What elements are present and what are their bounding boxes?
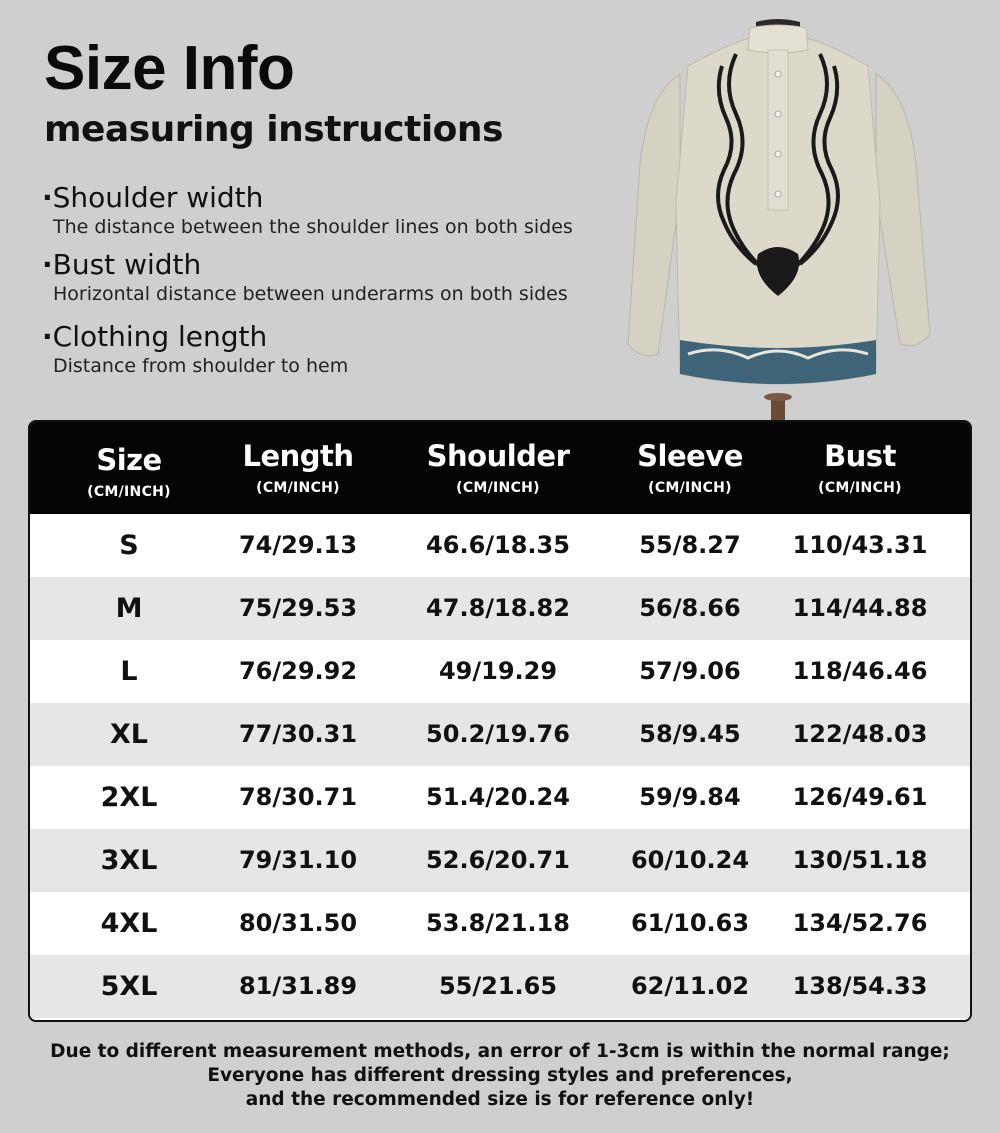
shirt-image [618,14,938,424]
header-label: Shoulder [426,439,570,473]
cell-length: 77/30.31 [238,720,358,748]
header-unit: (CM/INCH) [456,480,540,496]
instruction-name: Clothing length [52,320,268,353]
cell-sleeve: 58/9.45 [639,720,741,748]
instruction-name: Bust width [52,248,202,281]
cell-shoulder: 55/21.65 [438,972,558,1000]
disclaimer-line: Everyone has different dressing styles and preferences, [207,1065,793,1086]
cell-shoulder: 51.4/20.24 [426,783,570,811]
cell-size: M [115,593,143,624]
table-row [30,514,970,577]
cell-bust: 138/54.33 [792,972,928,1000]
instruction-shoulder-width: ·Shoulder width The distance between the shoulder lines on both sides [42,181,573,238]
cell-shoulder: 50.2/19.76 [426,720,570,748]
page-subtitle: measuring instructions [44,109,503,150]
instruction-name: Shoulder width [52,181,264,214]
cell-shoulder: 52.6/20.71 [426,846,570,874]
header-unit: (CM/INCH) [256,480,340,496]
cell-size: 3XL [100,845,158,876]
table-row [30,640,970,703]
header-unit: (CM/INCH) [818,480,902,496]
cell-size: 2XL [100,782,158,813]
cell-shoulder: 46.6/18.35 [426,531,570,559]
header-bust [760,422,960,514]
instruction-desc: The distance between the shoulder lines on both sides [53,216,573,238]
cell-bust: 118/46.46 [792,657,928,685]
page-title: Size Info [44,34,295,103]
table-row [30,892,970,955]
header-unit: (CM/INCH) [648,480,732,496]
header-label: Sleeve [637,439,743,473]
disclaimer [0,1040,1000,1112]
cell-length: 81/31.89 [238,972,358,1000]
cell-size: L [120,656,138,687]
cell-size: 5XL [100,971,158,1002]
table-row [30,766,970,829]
cell-sleeve: 57/9.06 [639,657,741,685]
cell-length: 79/31.10 [238,846,358,874]
instruction-clothing-length: ·Clothing length Distance from shoulder to hem [42,320,349,377]
cell-length: 80/31.50 [238,909,358,937]
cell-sleeve: 62/11.02 [630,972,750,1000]
cell-shoulder: 53.8/21.18 [426,909,570,937]
cell-sleeve: 61/10.63 [630,909,750,937]
header-label: Size [96,443,162,477]
table-header [30,422,970,514]
table-row [30,955,970,1018]
table-row [30,829,970,892]
cell-size: 4XL [100,908,158,939]
header-length [198,422,398,514]
header-label: Bust [824,439,896,473]
cell-size: XL [109,719,149,750]
instruction-bust-width: ·Bust width Horizontal distance between underarms on both sides [42,248,568,305]
header-unit: (CM/INCH) [87,484,171,500]
cell-bust: 130/51.18 [792,846,928,874]
disclaimer-line: Due to different measurement methods, an error of 1-3cm is within the normal range; [50,1041,950,1062]
header-label: Length [242,439,354,473]
cell-sleeve: 59/9.84 [639,783,741,811]
cell-bust: 134/52.76 [792,909,928,937]
instruction-desc: Horizontal distance between underarms on both sides [53,283,568,305]
header-shoulder [398,422,598,514]
cell-length: 78/30.71 [238,783,358,811]
instruction-desc: Distance from shoulder to hem [53,355,349,377]
table-row [30,703,970,766]
cell-length: 74/29.13 [238,531,358,559]
table-row [30,577,970,640]
cell-sleeve: 56/8.66 [639,594,741,622]
cell-length: 75/29.53 [238,594,358,622]
cell-size: S [119,530,139,561]
cell-bust: 122/48.03 [792,720,928,748]
size-table [28,420,972,1022]
cell-sleeve: 55/8.27 [639,531,741,559]
cell-length: 76/29.92 [238,657,358,685]
cell-sleeve: 60/10.24 [630,846,750,874]
cell-shoulder: 47.8/18.82 [426,594,570,622]
cell-bust: 114/44.88 [792,594,928,622]
cell-bust: 110/43.31 [792,531,928,559]
cell-bust: 126/49.61 [792,783,928,811]
disclaimer-line: and the recommended size is for reference only! [245,1089,755,1110]
cell-shoulder: 49/19.29 [438,657,558,685]
